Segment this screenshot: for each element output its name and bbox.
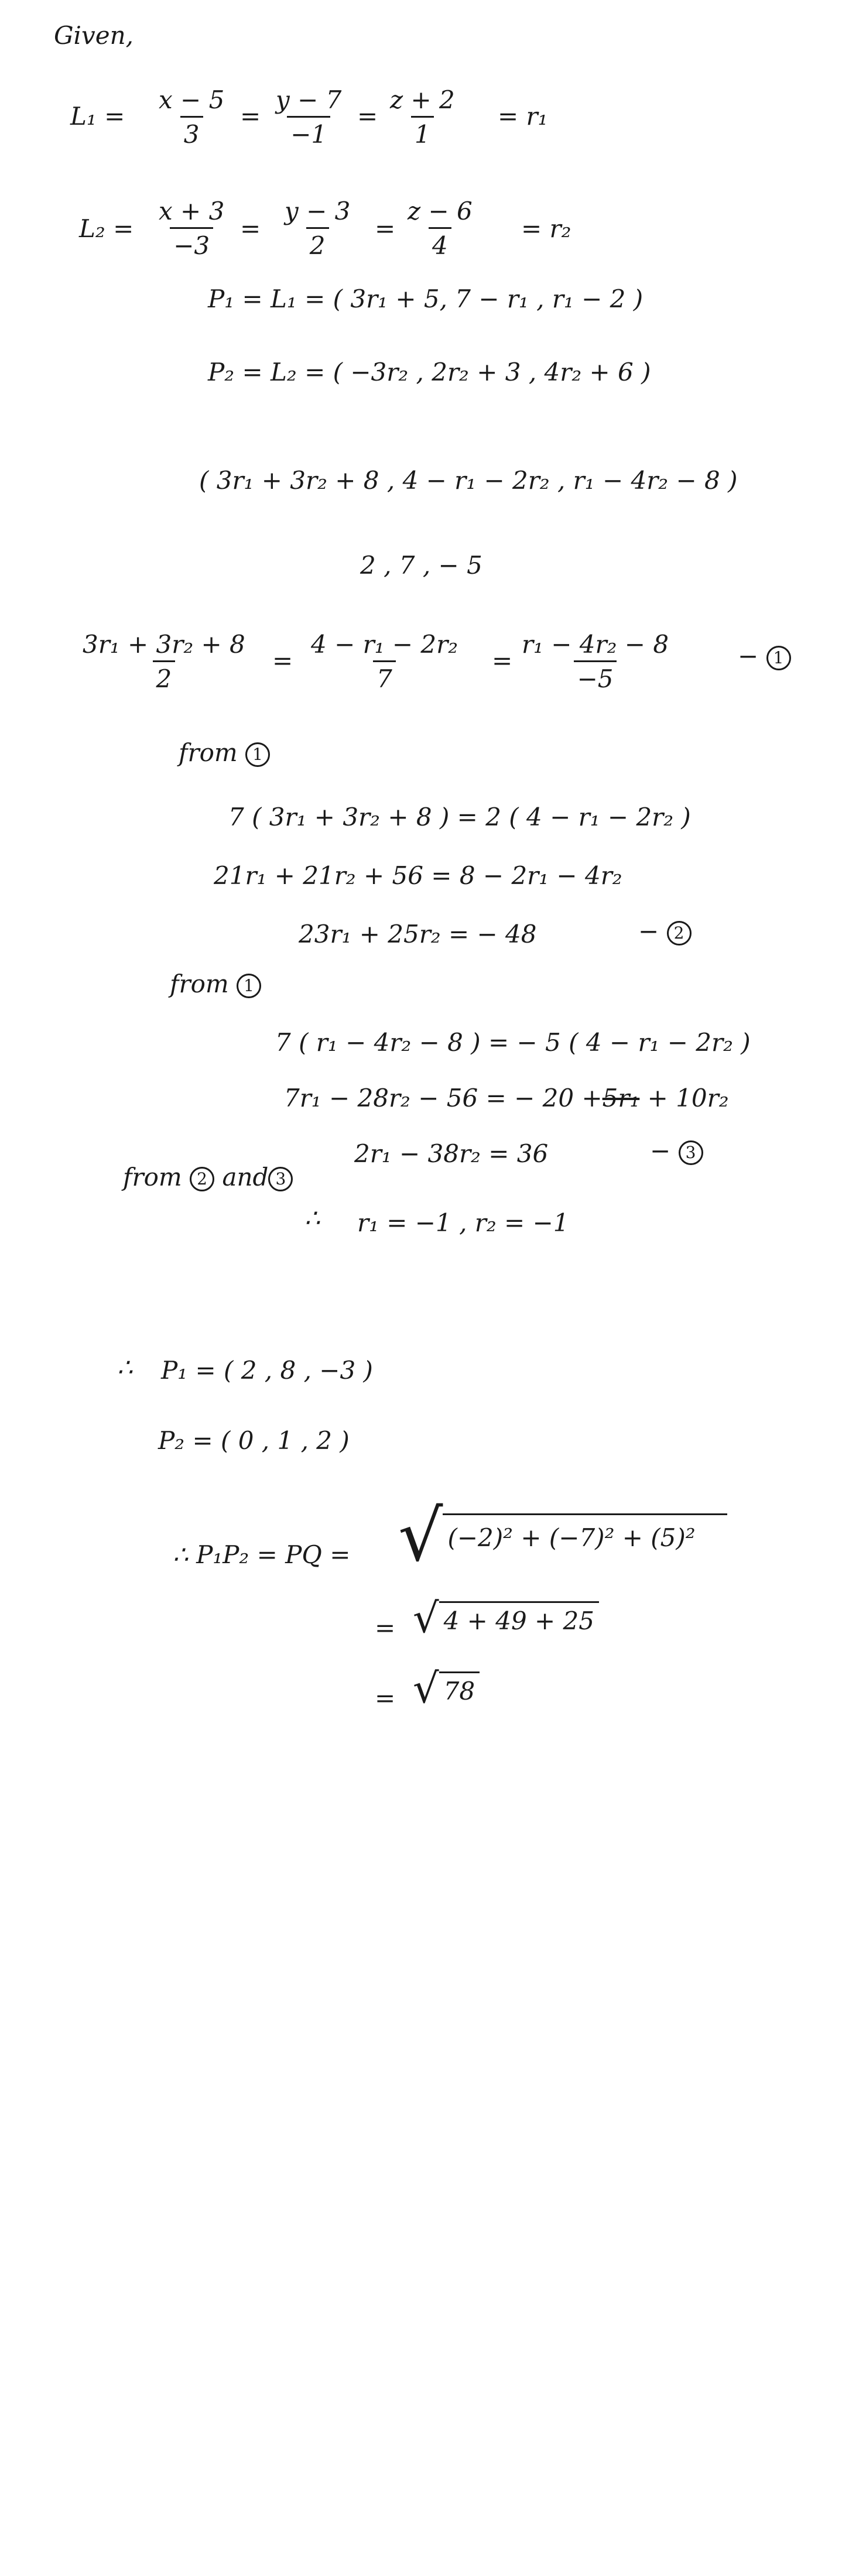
sum-radical [413, 1594, 599, 1642]
l2-lhs: L₂ = [79, 214, 134, 243]
ratio-eq2: = [492, 646, 513, 675]
l2-fraction-y [281, 199, 354, 258]
step1-ref: 1 [245, 742, 270, 767]
step2-ref: 1 [237, 974, 261, 998]
l2-rhs: = r₂ [521, 214, 571, 243]
direction-ratios: 2 , 7 , − 5 [360, 551, 482, 580]
l1-fraction-z [386, 85, 458, 149]
step1-line3: 23r₁ + 25r₂ = − 48 [299, 920, 537, 948]
final-p1: P₁ = ( 2 , 8 , −3 ) [161, 1356, 373, 1385]
ratio-fraction-3-den: −5 [574, 660, 617, 691]
step2-from-text: from [170, 970, 229, 998]
l1-eq1: = [240, 102, 261, 131]
sqrt-icon: √ [413, 1594, 439, 1642]
ratio-fraction-1 [79, 632, 249, 691]
l1-lhs: L₁ = [70, 102, 125, 131]
step2-line1: 7 ( r₁ − 4r₂ − 8 ) = − 5 ( 4 − r₁ − 2r₂ ) [275, 1028, 751, 1057]
l1-fraction-z-den: 1 [411, 116, 434, 147]
l1-fraction-y-num: y − 7 [276, 85, 342, 114]
sum-eq: = [375, 1614, 396, 1642]
equation-number-3: 3 [679, 1140, 703, 1165]
l2-fraction-z-den: 4 [429, 227, 451, 258]
ratio-fraction-1-num: 3r₁ + 3r₂ + 8 [83, 630, 245, 659]
point-p1-line: P₁ = L₁ = ( 3r₁ + 5, 7 − r₁ , r₁ − 2 ) [208, 285, 644, 313]
step1-line2: 21r₁ + 21r₂ + 56 = 8 − 2r₁ − 4r₂ [214, 861, 622, 890]
l2-eq2: = [375, 214, 396, 243]
l2-fraction-z-num: z − 6 [408, 197, 473, 225]
l2-fraction-x-num: x + 3 [159, 197, 225, 225]
l2-fraction-z [404, 199, 476, 258]
step3-result: r₁ = −1 , r₂ = −1 [357, 1208, 569, 1237]
ratio-fraction-3 [518, 632, 672, 691]
step3-therefore: ∴ [304, 1204, 320, 1232]
l1-fraction-y [272, 85, 345, 149]
l2-fraction-x [155, 199, 228, 258]
step3-and: and [222, 1163, 269, 1191]
l2-fraction-x-den: −3 [170, 227, 213, 258]
ratio-eq1: = [272, 646, 293, 675]
step3-from-text: from [123, 1163, 182, 1191]
step1-tag: − 2 [638, 919, 692, 946]
distance-lhs: ∴ P₁P₂ = PQ = [173, 1540, 351, 1569]
l1-fraction-x [155, 85, 228, 149]
step1-from-text: from [179, 738, 238, 767]
sum-radicand: 4 + 49 + 25 [439, 1601, 599, 1635]
given-label: Given, [54, 21, 134, 50]
l2-fraction-y-num: y − 3 [285, 197, 351, 225]
ratio-fraction-2 [307, 632, 461, 691]
final-therefore: ∴ [117, 1353, 133, 1382]
step1-from [179, 738, 270, 767]
equation-number-1: 1 [766, 646, 791, 670]
ratio-fraction-3-num: r₁ − 4r₂ − 8 [522, 630, 669, 659]
step2-tag: − 3 [650, 1139, 703, 1165]
l1-eq2: = [357, 102, 378, 131]
sqrt-icon: √ [398, 1496, 443, 1577]
difference-vector: ( 3r₁ + 3r₂ + 8 , 4 − r₁ − 2r₂ , r₁ − 4r₂ − 8 ) [199, 466, 738, 495]
step2-line2-strike: 5r₁ [602, 1084, 640, 1112]
step1-line1: 7 ( 3r₁ + 3r₂ + 8 ) = 2 ( 4 − r₁ − 2r₂ ) [228, 803, 691, 831]
final-p2: P₂ = ( 0 , 1 , 2 ) [158, 1426, 350, 1455]
sqrt-icon: √ [413, 1664, 439, 1712]
answer-radicand: 78 [439, 1671, 480, 1705]
step3-ref-a: 2 [190, 1167, 214, 1191]
ratio-fraction-1-den: 2 [153, 660, 176, 691]
step2-line2-a: 7r₁ − 28r₂ − 56 = − 20 + [284, 1084, 603, 1112]
answer-radical [413, 1664, 480, 1712]
ratio-fraction-2-den: 7 [373, 660, 396, 691]
l1-rhs: = r₁ [498, 102, 548, 131]
step2-line2-b: + 10r₂ [639, 1084, 729, 1112]
distance-radicand: (−2)² + (−7)² + (5)² [443, 1513, 727, 1552]
step3-ref-b: 3 [268, 1167, 293, 1191]
l1-fraction-x-den: 3 [180, 116, 203, 147]
ratio-tag: − 1 [738, 644, 791, 670]
l1-fraction-y-den: −1 [287, 116, 330, 147]
point-p2-line: P₂ = L₂ = ( −3r₂ , 2r₂ + 3 , 4r₂ + 6 ) [208, 358, 651, 386]
step2-line2 [284, 1086, 729, 1111]
l2-fraction-y-den: 2 [306, 227, 329, 258]
ratio-fraction-2-num: 4 − r₁ − 2r₂ [311, 630, 458, 659]
step3-from [123, 1165, 293, 1191]
step2-line3: 2r₁ − 38r₂ = 36 [354, 1139, 549, 1168]
l1-fraction-z-num: z + 2 [390, 85, 455, 114]
distance-radical [398, 1496, 727, 1577]
l2-eq1: = [240, 214, 261, 243]
step2-from [170, 972, 261, 998]
l1-fraction-x-num: x − 5 [159, 85, 225, 114]
answer-eq: = [375, 1684, 396, 1712]
equation-number-2: 2 [667, 921, 692, 946]
